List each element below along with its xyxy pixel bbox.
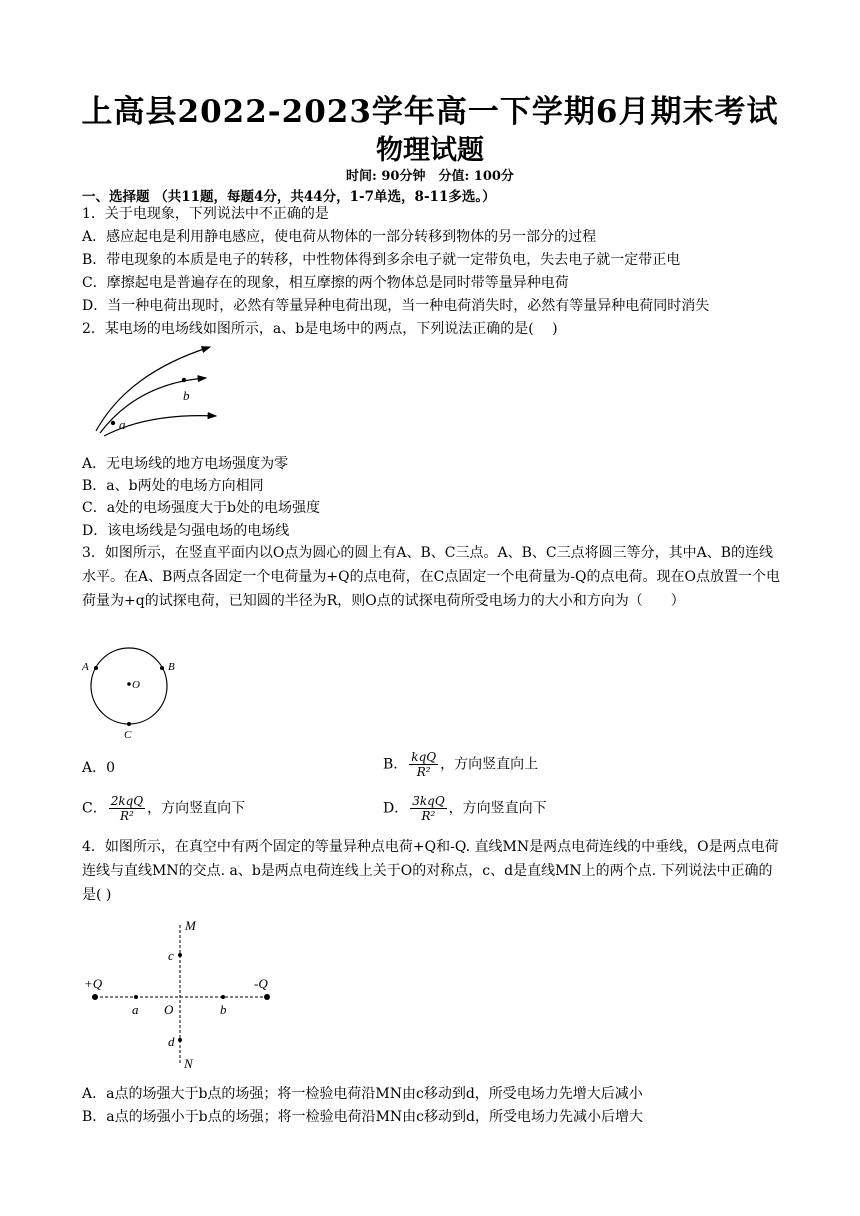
point-a-dot — [134, 995, 138, 999]
point-b-dot — [221, 995, 225, 999]
label-B: B — [168, 661, 175, 673]
q3-option-c-fraction — [109, 794, 145, 823]
fraction-denominator: R² — [416, 765, 431, 779]
label-b: b — [220, 1002, 227, 1017]
q2-option-d: D．该电场线是匀强电场的电场线 — [82, 523, 290, 539]
label-minus-q: -Q — [254, 976, 268, 991]
q4-stem: 4．如图所示，在真空中有两个固定的等量异种点电荷+Q和-Q. 直线MN是两点电荷连线的中垂线，O是两点电荷连线与直线MN的交点. a、b是两点电荷连线上关于O的对称点，c、d是直线MN上的两个点. 下列说法中正确的是( ) — [82, 839, 779, 903]
point-C-dot — [127, 722, 131, 726]
exam-meta: 时间: 90分钟 分值: 100分 — [346, 169, 514, 184]
label-A: A — [82, 661, 89, 673]
label-O: O — [132, 679, 140, 691]
q3-option-c-suffix: ，方向竖直向下 — [147, 800, 246, 817]
point-A-dot — [94, 666, 98, 670]
point-a-dot — [111, 421, 115, 425]
q2-option-c: C．a处的电场强度大于b处的电场强度 — [82, 500, 321, 516]
exam-title: 上高县2022-2023学年高一下学期6月期末考试 — [81, 94, 779, 130]
q1-option-d: D．当一种电荷出现时，必然有等量异种电荷出现，当一种电荷消失时，必然有等量异种电荷同时消失 — [82, 298, 710, 314]
q2-field-lines-figure — [88, 343, 228, 443]
exam-subtitle: 物理试题 — [376, 135, 484, 166]
q3-option-c — [82, 794, 245, 823]
charge-plus-dot — [92, 994, 98, 1000]
section-heading: 一、选择题 （共11题，每题4分，共44分，1-7单选，8-11多选。） — [82, 189, 496, 205]
fraction-numerator: kqQ — [411, 750, 437, 764]
q3-option-b-fraction — [409, 750, 438, 779]
q3-stem: 3．如图所示，在竖直平面内以O点为圆心的圆上有A、B、C三点。A、B、C三点将圆三等分，其中A、B的连线水平。在A、B两点各固定一个电荷量为+Q的点电荷，在C点固定一个电荷量为-Q的点电荷。现在O点放置一个电荷量为+q的试探电荷，已知圆的半径为R，则O点的试探电荷所受电场力的大小和方向为（ ） — [82, 545, 781, 609]
fraction-numerator: 2kqQ — [110, 794, 144, 808]
q3-option-b-prefix: B． — [383, 756, 408, 773]
q4-dipole-figure — [80, 915, 280, 1075]
fraction-denominator: R² — [120, 809, 134, 823]
q3-option-d — [383, 794, 547, 823]
charge-minus-dot — [264, 994, 270, 1000]
point-c-dot — [178, 953, 182, 957]
point-d-dot — [178, 1038, 182, 1042]
point-B-dot — [160, 666, 164, 670]
label-d: d — [168, 1034, 175, 1049]
point-b-dot — [182, 378, 186, 382]
q3-option-b-suffix: ，方向竖直向上 — [440, 756, 539, 773]
label-plus-q: +Q — [84, 976, 103, 991]
q2-option-a: A．无电场线的地方电场强度为零 — [82, 456, 289, 472]
label-a: a — [132, 1002, 139, 1017]
q3-circle-figure — [80, 648, 190, 740]
q4-option-b: B．a点的场强小于b点的场强；将一检验电荷沿MN由c移动到d，所受电场力先减小后增大 — [82, 1109, 643, 1125]
label-c: c — [168, 948, 174, 963]
q2-stem: 2．某电场的电场线如图所示，a、b是电场中的两点，下列说法正确的是( ) — [82, 321, 558, 337]
q1-option-a: A．感应起电是利用静电感应，使电荷从物体的一部分转移到物体的另一部分的过程 — [82, 229, 597, 245]
q3-option-c-prefix: C． — [82, 800, 107, 817]
q3-option-d-suffix: ，方向竖直向下 — [448, 800, 547, 817]
q4-option-a: A．a点的场强大于b点的场强；将一检验电荷沿MN由c移动到d，所受电场力先增大后减小 — [82, 1086, 643, 1102]
q1-option-b: B．带电现象的本质是电子的转移，中性物体得到多余电子就一定带负电，失去电子就一定带正电 — [82, 252, 681, 268]
q3-option-d-fraction — [410, 794, 446, 823]
q1-option-c: C．摩擦起电是普遍存在的现象，相互摩擦的两个物体总是同时带等量异种电荷 — [82, 275, 569, 291]
label-C: C — [124, 729, 132, 741]
fraction-denominator: R² — [421, 809, 436, 823]
point-O-dot — [127, 682, 131, 686]
q3-option-b — [383, 750, 538, 779]
field-line-middle — [100, 378, 206, 433]
label-O: O — [164, 1002, 174, 1017]
q1-stem: 1．关于电现象，下列说法中不正确的是 — [82, 206, 329, 222]
label-N: N — [184, 1056, 193, 1071]
q3-option-a: A．0 — [82, 760, 116, 776]
label-M: M — [185, 918, 196, 933]
fraction-numerator: 3kqQ — [412, 794, 445, 808]
point-b-label: b — [183, 388, 190, 403]
point-a-label: a — [119, 417, 126, 432]
q3-option-d-prefix: D． — [383, 800, 409, 817]
circle — [91, 648, 167, 724]
q2-option-b: B．a、b两处的电场方向相同 — [82, 478, 264, 494]
